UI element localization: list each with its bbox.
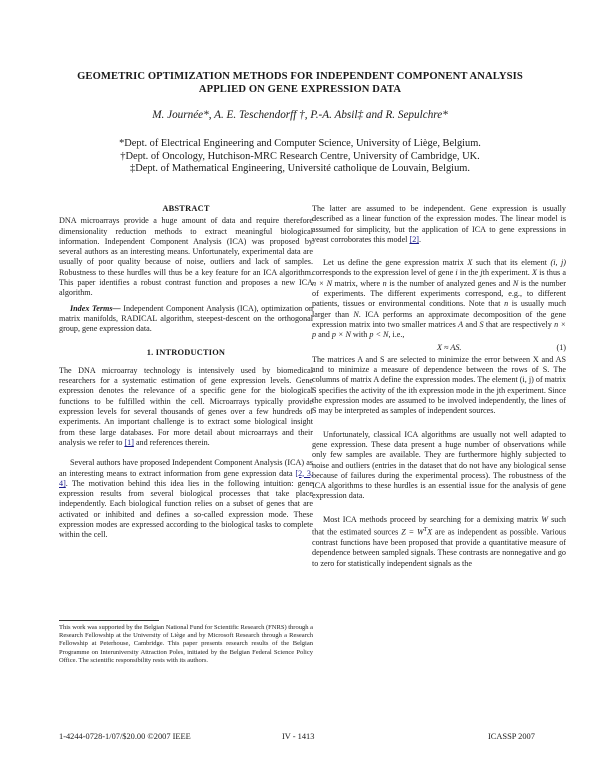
equation-1: [312, 343, 566, 353]
right-paragraph-4: Unfortunately, classical ICA algorithms are usually not well adapted to gene expression. These data present a huge number of observations while only few samples are available. They are furthermore highly subjected to noise and outliers (entries in the dataset that do not have any biological sense because of failures during the experimental process). The robustness of the ICA algorithms to these hurdles is an essential issue for the analysis of gene expression data.: [312, 429, 566, 501]
r-p2-text: such that its element: [472, 258, 551, 268]
right-paragraph-2: [312, 258, 566, 340]
title-line-2: APPLIED ON GENE EXPRESSION DATA: [198, 84, 402, 95]
math-superscript: T: [423, 527, 428, 534]
r-p1-end: .: [418, 234, 421, 244]
math-symbol: j: [480, 268, 483, 278]
citation-link[interactable]: [1]: [124, 437, 134, 447]
intro-p1-end: and references therein.: [133, 437, 210, 447]
r-p2-text: is the number of experiments. The different experiments correspond, e.g., to different patients, tissues or environmental conditions. Note that: [312, 278, 566, 309]
intro-p2-end: . The motivation behind this idea lies in the following intuition: gene expression results from several biological processes that take place independently. Each biological function relies on a subset of genes that are activated or inhibited and defines a so-called expression mode. These expression modes are expressed according to the biological tasks to complete within the cell.: [59, 478, 313, 540]
right-paragraph-3: The matrices A and S are selected to minimize the error between X and AS and to minimize a measure of dependence between the rows of S. The columns of matrix A define the expression modes. The element (i, j) of matrix S specifies the activity of the ith expression mode in the jth experiment. Since the expression modes are assumed to be involved independently, the lines of S may be interpreted as samples of independent sources.: [312, 354, 566, 416]
math-symbol: n: [382, 278, 387, 288]
abstract-text: DNA microarrays provide a huge amount of data and require therefore dimensionality reduction methods to extract meaningful biological information. Independent Component Analysis (ICA) was proposed by several authors as an interesting means. Unfortunately, experimental data are usually of poor quality because of noise, outliers and lack of samples. Robustness to these hurdles will thus be a key feature for an ICA algorithm. This paper identifies a robust contrast function and proposes a new ICA algorithm.: [59, 216, 313, 298]
affiliation-cambridge: †Dept. of Oncology, Hutchison-MRC Research Centre, University of Cambridge, UK.: [120, 150, 480, 162]
title-line-1: GEOMETRIC OPTIMIZATION METHODS FOR INDEPENDENT COMPONENT ANALYSIS: [77, 71, 523, 82]
r-p2-text: Let us define the gene expression matrix: [323, 258, 468, 268]
left-column: [59, 204, 313, 541]
r-p5-text: Most ICA methods proceed by searching for a demixing matrix: [323, 514, 542, 524]
footnote-rule: [59, 620, 159, 621]
r-p2-text: in the: [457, 268, 481, 278]
math-symbol: n: [504, 299, 509, 309]
introduction-heading: 1. INTRODUCTION: [146, 347, 226, 357]
r-p2-text: that are respectively: [483, 319, 555, 329]
math-symbol: A: [458, 319, 464, 329]
r-p2-text: matrix, where: [332, 278, 383, 288]
math-symbol: Z = W: [401, 527, 424, 537]
right-paragraph-5: [312, 515, 566, 569]
equation-body: X ≈ AS.: [437, 342, 462, 352]
right-column: [312, 204, 566, 569]
math-symbol: n × p: [312, 319, 567, 340]
r-p2-text: th experiment.: [482, 268, 532, 278]
math-symbol: X: [531, 268, 537, 278]
r-p2-text: is thus a: [536, 268, 566, 278]
index-terms-label: Index Terms—: [70, 303, 121, 313]
math-symbol: (i, j): [550, 258, 566, 268]
intro-paragraph-2: [59, 458, 313, 540]
affiliation-louvain: ‡Dept. of Mathematical Engineering, Université catholique de Louvain, Belgium.: [130, 163, 470, 175]
citation-link[interactable]: [2, 3, 4]: [59, 468, 313, 488]
citation-link[interactable]: [2]: [409, 234, 419, 244]
r-p2-text: is usually much larger than: [312, 299, 567, 319]
r-p1-text: The latter are assumed to be independent. Gene expression is usually described as a linear function of the expression modes. The linear model is assumed for simplicity, but the application of ICA to gene expressions in yeast corroborates this model: [312, 204, 566, 244]
math-symbol: X: [427, 527, 433, 537]
intro-p1-text: The DNA microarray technology is intensively used by biomedical researchers for a systematic estimation of gene expression levels. Gene expression denotes the relevance of a specific gene for the biological functions to be fulfilled within the cell. Microarrays typically provide expression levels for several thousands of genes over a few hundreds of experiments. An important challenge is to extract some biological insight from these large databases. For more detail about microarrays and their analysis we refer to: [59, 365, 313, 447]
intro-p2-text: Several authors have proposed Independent Component Analysis (ICA) as an interesting means to extract information from gene expression data: [59, 458, 313, 478]
footer-page-number: IV - 1413: [282, 732, 315, 741]
affiliations: [40, 138, 560, 176]
index-terms: [59, 304, 313, 335]
math-symbol: S: [479, 319, 484, 329]
paper-title: [40, 70, 560, 96]
r-p2-text: and: [463, 319, 480, 329]
r-p2-text: , i.e.,: [388, 330, 405, 340]
math-symbol: p × N: [331, 330, 351, 340]
author-list: M. Journée*, A. E. Teschendorff †, P.-A. Absil‡ and R. Sepulchre*: [152, 109, 448, 121]
footnote: This work was supported by the Belgian National Fund for Scientific Research (FNRS) through a Research Fellowship at the University of Liège and by Microsoft Research through a Research Fellowship at Peterhouse, Cambridge. This paper presents research results of the Belgian Programme on Interuniversity Attraction Poles, initiated by the Belgian Federal Science Policy Office. The scientific responsibility rests with its authors.: [59, 624, 313, 664]
math-symbol: N: [353, 309, 359, 319]
r-p2-text: corresponds to the expression level of gene: [312, 268, 456, 278]
r-p2-text: . ICA performs an approximate decomposition of the gene expression matrix into two smaller matrices: [312, 309, 566, 329]
equation-number: (1): [556, 342, 566, 352]
math-symbol: i: [455, 268, 458, 278]
index-terms-text: Independent Component Analysis (ICA), optimization on matrix manifolds, RADICAL algorithm, steepest-descent on the orthogonal group, gene expression data.: [59, 303, 313, 334]
affiliation-liege: *Dept. of Electrical Engineering and Computer Science, University of Liège, Belgium.: [119, 138, 481, 149]
r-p5-text: are as independent as possible. Various contrast functions have been proposed that provide a quantitative measure of dependence between sampled signals. These contrasts are nonnegative and go to zero for statistically independent signals as the: [312, 527, 566, 568]
r-p5-text: such that the estimated sources: [312, 514, 566, 537]
intro-paragraph-1: [59, 366, 313, 448]
r-p2-text: is the number of analyzed genes and: [386, 278, 513, 288]
math-symbol: W: [541, 514, 549, 524]
math-symbol: N: [512, 278, 519, 288]
footer-conference: ICASSP 2007: [488, 732, 535, 741]
right-paragraph-1: [312, 204, 566, 245]
math-symbol: X: [467, 258, 473, 268]
math-symbol: p < N: [369, 330, 389, 340]
abstract-heading: ABSTRACT: [162, 204, 210, 213]
r-p2-text: with: [350, 330, 370, 340]
r-p2-text: and: [316, 330, 332, 340]
math-symbol: n × N: [312, 278, 332, 288]
footer-isbn: 1-4244-0728-1/07/$20.00 ©2007 IEEE: [59, 732, 191, 741]
